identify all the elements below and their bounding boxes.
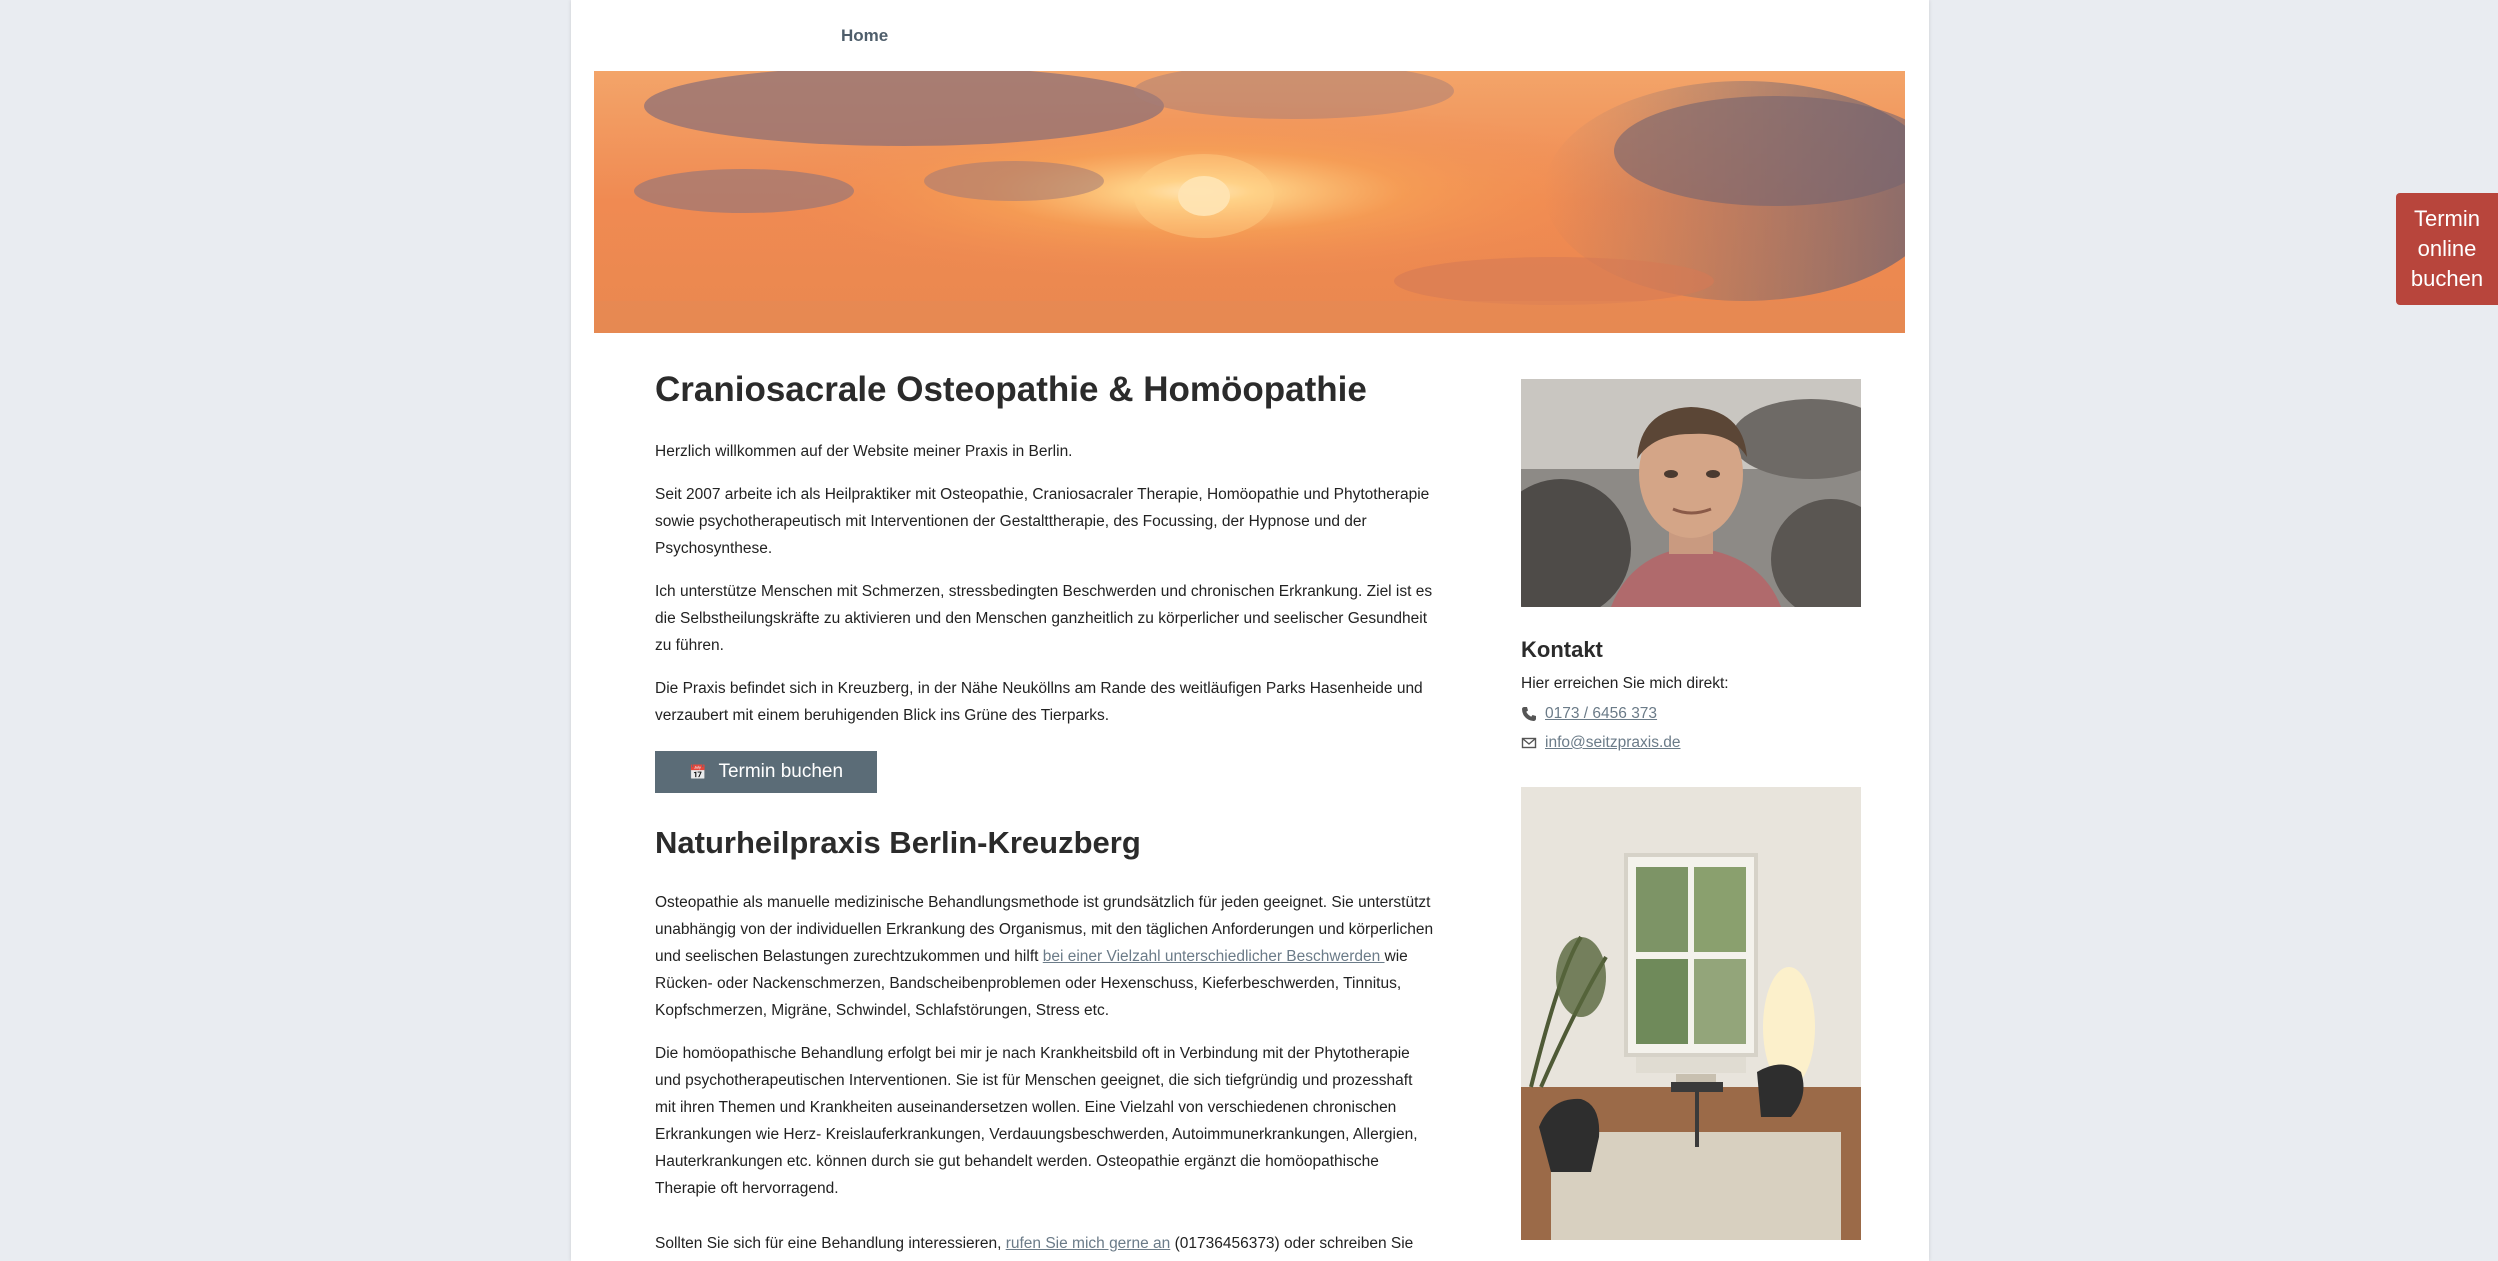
phone-row: [1521, 705, 1861, 723]
portrait-photo: [1521, 379, 1861, 607]
calendar-icon: 📅: [689, 763, 707, 780]
osteopathy-paragraph: Osteopathie als manuelle medizinische Behandlungsmethode ist grundsätzlich für jeden geeignet. Sie unterstützt unabhängig von der individuellen Erkrankung des Organismus, mit den täglichen Anforderungen und körperlichen und seelischen Belastungen zurechtzukommen und hilft bei einer Vielzahl unterschiedlicher Beschwerden wie Rücken- oder Nackenschmerzen, Bandscheibenproblemen oder Hexenschuss, Kieferbeschwerden, Tinnitus, Kopfschmerzen, Migräne, Schwindel, Schlafstörungen, Stress etc.: [655, 893, 1434, 1019]
support-paragraph: Ich unterstütze Menschen mit Schmerzen, stressbedingten Beschwerden und chronischen Erkrankung. Ziel ist es die Selbstheilungskräfte zu aktivieren und den Menschen ganzheitlich zu körperlicher und seelischer Gesundheit zu führen.: [655, 583, 1433, 655]
section-heading: Naturheilpraxis Berlin-Kreuzberg: [655, 825, 1141, 861]
sunset-banner-image: [594, 71, 1905, 333]
intro-paragraph: Herzlich willkommen auf der Website meiner Praxis in Berlin.: [655, 443, 1073, 461]
experience-paragraph: Seit 2007 arbeite ich als Heilpraktiker mit Osteopathie, Craniosacraler Therapie, Homöopathie und Phytotherapie sowie psychotherapeutisch mit Interventionen der Gestalttherapie, des Focussing, der Hypnose und der Psychosynthese.: [655, 486, 1430, 558]
main-content: [655, 370, 1435, 1261]
call-me-link[interactable]: rufen Sie mich gerne an: [1005, 1234, 1171, 1252]
book-online-floating-button[interactable]: [2396, 193, 2498, 305]
contact-heading: Kontakt: [1521, 637, 1603, 662]
complaints-link[interactable]: bei einer Vielzahl unterschiedlicher Beschwerden: [1042, 947, 1385, 965]
email-link[interactable]: info@seitzpraxis.de: [1545, 734, 1681, 751]
contact-paragraph: Sollten Sie sich für eine Behandlung interessieren, rufen Sie mich gerne an (01736456373) oder schreiben Sie: [655, 1234, 1414, 1252]
phone-link[interactable]: 0173 / 6456 373: [1545, 705, 1658, 722]
mail-icon: [1521, 735, 1537, 751]
book-appointment-label: Termin buchen: [718, 761, 844, 783]
nav-home-link[interactable]: Home: [841, 26, 889, 45]
sidebar: [1521, 379, 1861, 1240]
email-row: [1521, 734, 1861, 752]
contact-lead: Hier erreichen Sie mich direkt:: [1521, 675, 1729, 692]
book-online-label: Termin online buchen: [2410, 206, 2484, 291]
location-paragraph: Die Praxis befindet sich in Kreuzberg, in der Nähe Neuköllns am Rande des weitläufigen Parks Hasenheide und verzaubert mit einem beruhigenden Blick ins Grüne des Tierparks.: [655, 680, 1423, 725]
page-title: Craniosacrale Osteopathie & Homöopathie: [655, 370, 1367, 409]
homeopathy-paragraph: Die homöopathische Behandlung erfolgt bei mir je nach Krankheitsbild oft in Verbindung mit der Phytotherapie und psychotherapeutischen Interventionen. Sie ist für Menschen geeignet, die sich tiefgründig und prozesshaft mit ihren Themen und Krankheiten auseinandersetzen wollen. Eine Vielzahl von verschiedenen chronischen Erkrankungen wie Herz- Kreislauferkrankungen, Verdauungsbeschwerden, Autoimmunerkrankungen, Allergien, Hauterkrankungen etc. können durch sie gut behandelt werden. Osteopathie ergänzt die homöopathische Therapie oft hervorragend.: [655, 1044, 1418, 1197]
page-container: [571, 0, 1929, 1261]
phone-icon: [1521, 706, 1537, 722]
practice-room-photo: [1521, 787, 1861, 1240]
book-appointment-button[interactable]: [655, 751, 877, 793]
